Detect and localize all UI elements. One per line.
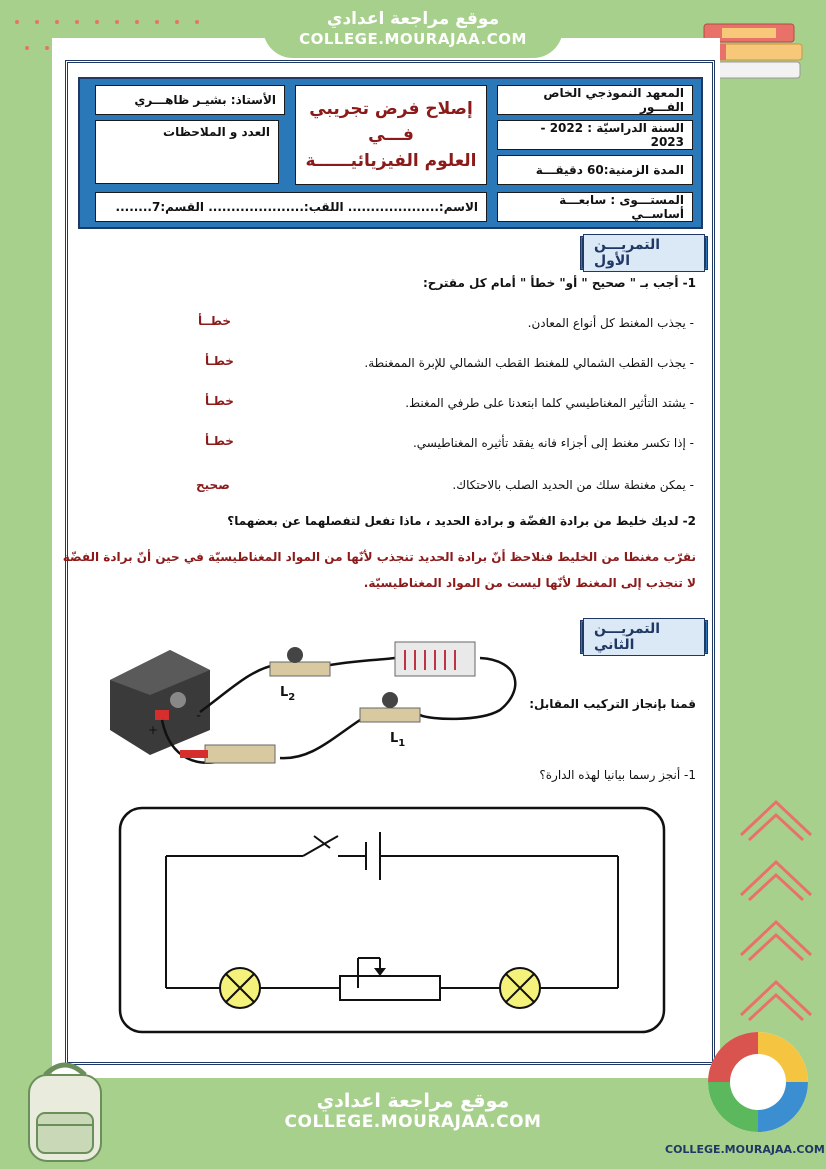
student-info-line[interactable]: الاسم:.................... اللقب:..................... القسم:7........ [95, 192, 487, 222]
grade-notes-label: العدد و الملاحظات [163, 125, 270, 139]
decorative-dot [55, 20, 59, 24]
exercise2-intro: قمنا بإنجاز التركيب المقابل: [529, 697, 696, 711]
lamp-l1-label [390, 731, 405, 749]
minus-label: - [196, 708, 202, 724]
lamp-l2-letter: L [280, 685, 289, 700]
lamp-l2-label [280, 685, 295, 703]
school-year: السنة الدراسيّة : 2022 - 2023 [497, 120, 693, 150]
switch-symbol [303, 836, 366, 856]
answer-4: خطـأ [205, 434, 234, 448]
statement-3: - يشتد التأثير المغناطيسي كلما ابتعدنا على طرفي المغنط. [405, 396, 694, 410]
decorative-dot [75, 20, 79, 24]
site-url-bottom[interactable]: COLLEGE.MOURAJAA.COM [284, 1112, 542, 1132]
exercise1-answer2-line2: لا تنجذب إلى المغنط لأنّها ليست من المواد المغناطيسيّة. [363, 576, 696, 590]
lamp-symbol-right [500, 968, 540, 1008]
site-name-ar: موقع مراجعة اعدادي [326, 9, 500, 29]
school-name: المعهد النموذجي الخاص الفـــور [497, 85, 693, 115]
decorative-dot [155, 20, 159, 24]
decorative-dot [195, 20, 199, 24]
circuit-photo-illustration [100, 630, 530, 780]
decorative-chevrons [735, 790, 817, 1060]
statement-5: - يمكن مغنطة سلك من الحديد الصلب بالاحتكاك. [452, 478, 694, 492]
answer-5: صحيح [196, 478, 230, 492]
exercise2-heading [580, 620, 708, 654]
generator-symbol [366, 832, 380, 880]
exercise1-heading [580, 236, 708, 270]
decorative-dot [135, 20, 139, 24]
lamp-l1-letter: L [390, 731, 399, 746]
site-name-ar-bottom: موقع مراجعة اعدادي [316, 1090, 510, 1112]
grade-notes-box [95, 120, 279, 184]
decorative-dot [45, 46, 49, 50]
power-supply-knob [170, 692, 186, 708]
exercise1-question1: 1- أجب بـ " صحيح " أو" خطأ " أمام كل مقترح: [423, 276, 696, 290]
logo-url[interactable]: COLLEGE.MOURAJAA.COM [665, 1143, 825, 1156]
answer-2: خطـأ [205, 354, 234, 368]
exam-title-in: فـــي [368, 125, 414, 145]
exercise1-answer2-line1: نقرّب مغنطا من الخليط فنلاحظ أنّ برادة الحديد تنجذب لأنّها من المواد المغناطيسيّة في حين أنّ برادة الفضّة [62, 550, 696, 564]
decorative-dot [175, 20, 179, 24]
decorative-dot [35, 20, 39, 24]
exercise1-question2: 2- لديك خليط من برادة الفضّة و برادة الحديد ، ماذا تفعل لتفصلهما عن بعضهما؟ [227, 514, 696, 528]
answer-1: خطــأ [198, 314, 232, 328]
exam-subject: العلوم الفيزيائيــــــة [305, 151, 477, 171]
statement-1: - يجذب المغنط كل أنواع المعادن. [527, 316, 694, 330]
decorative-dot [25, 46, 29, 50]
decorative-dot [15, 20, 19, 24]
lamp-l2-subscript: 2 [288, 692, 296, 703]
decorative-dot [95, 20, 99, 24]
exam-duration: المدة الزمنية:60 دقيقـــة [497, 155, 693, 185]
statement-4: - إذا تكسر مغنط إلى أجزاء فانه يفقد تأثيره المغناطيسي. [412, 436, 694, 450]
top-site-banner[interactable] [263, 0, 563, 58]
exam-title: إصلاح فرض تجريبي [309, 99, 473, 119]
backpack-icon [15, 1055, 115, 1165]
teacher-name: الأستاذ: بشيـر ظاهـــري [95, 85, 285, 115]
statement-2: - يجذب القطب الشمالي للمغنط القطب الشمالي للإبرة الممغنطة. [364, 356, 694, 370]
plus-label: + [148, 723, 159, 737]
bottom-site-banner[interactable] [263, 1078, 563, 1150]
lamp-symbol-left [220, 968, 260, 1008]
exercise2-heading-text: التمريـــن الثاني [583, 618, 705, 656]
lamp-l1-subscript: 1 [398, 738, 406, 749]
rheostat-symbol [340, 958, 440, 1000]
site-url[interactable]: COLLEGE.MOURAJAA.COM [299, 30, 527, 48]
exercise2-question1: 1- أنجز رسما بيانيا لهذه الدارة؟ [539, 768, 696, 782]
student-level: المستـــوى : سابعـــة أساســي [497, 192, 693, 222]
exercise1-heading-text: التمريـــن الأول [583, 234, 705, 272]
decorative-dot [115, 20, 119, 24]
exam-title-box [295, 85, 487, 185]
site-logo-icon [698, 1025, 818, 1140]
answer-3: خطـأ [205, 394, 234, 408]
circuit-diagram [118, 806, 668, 1036]
